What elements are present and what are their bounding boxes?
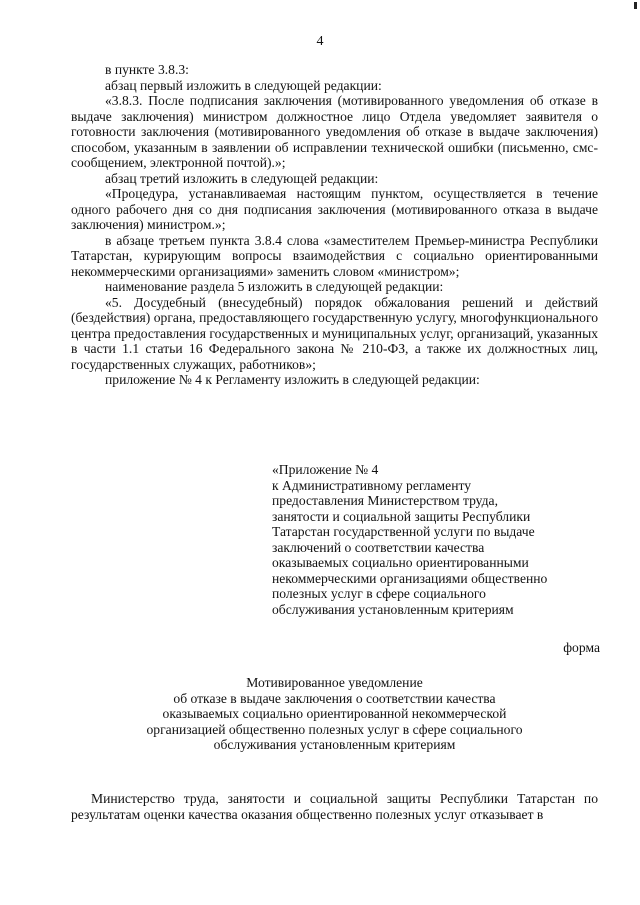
- notice-title: [71, 675, 598, 753]
- appendix-header: [272, 462, 592, 617]
- amendments-text: [71, 62, 598, 388]
- paragraph: наименование раздела 5 изложить в следующей редакции:: [105, 279, 444, 294]
- paragraph: в абзаце третьем пункта 3.8.4 слова «заместителем Премьер-министра Республики Татарстан, курирующим вопросы взаимодействия с социально ориентированными некоммерческими организациями» заменить словом «министром»;: [71, 232, 598, 279]
- scan-corner-mark: [634, 2, 637, 9]
- page-number: 4: [316, 34, 324, 49]
- appendix-line: «Приложение № 4: [272, 462, 379, 477]
- paragraph: абзац третий изложить в следующей редакции:: [105, 170, 379, 186]
- appendix-line: занятости и социальной защиты Республики: [272, 508, 531, 524]
- appendix-line: обслуживания установленным критериям: [272, 601, 514, 617]
- appendix-line: некоммерческими организациями общественно: [272, 570, 548, 586]
- appendix-line: полезных услуг в сфере социального: [272, 586, 486, 601]
- paragraph: в пункте 3.8.3:: [105, 62, 189, 77]
- appendix-line: к Административному регламенту: [272, 477, 472, 493]
- appendix-line: заключений о соответствии качества: [272, 539, 485, 555]
- paragraph: «5. Досудебный (внесудебный) порядок обжалования решений и действий (бездействия) органа, предоставляющего государственную услугу, многофункционального центра предоставления государственных и муниципальных услуг, организаций, указанных в части 1.1 статьи 16 Федерального закона № 210-ФЗ, а также их должностных лиц, государственных служащих, работников»;: [71, 294, 598, 372]
- paragraph: «Процедура, устанавливаемая настоящим пунктом, осуществляется в течение одного рабочего дня со дня подписания заключения (мотивированного отказа в выдаче заключения) министром.»;: [71, 186, 598, 232]
- notice-title-line: Мотивированное уведомление: [246, 675, 423, 690]
- form-label: форма: [563, 640, 600, 655]
- paragraph: «3.8.3. После подписания заключения (мотивированного уведомления об отказе в выдаче заключения) министром должностное лицо Отдела уведомляет заявителя о готовности заключения (мотивированного уведомления об отказе в выдаче заключения) способом, указанным в заявлении об исправлении технической ошибки (письменно, смс-сообщением, электронной почтой).»;: [71, 93, 598, 170]
- notice-title-line: оказываемых социально ориентированной некоммерческой: [162, 706, 507, 721]
- notice-title-line: обслуживания установленным критериям: [213, 737, 456, 752]
- paragraph: приложение № 4 к Регламенту изложить в следующей редакции:: [105, 372, 480, 387]
- appendix-line: оказываемых социально ориентированными: [272, 555, 529, 570]
- notice-title-line: организацией общественно полезных услуг в сфере социального: [146, 721, 523, 737]
- appendix-line: Татарстан государственной услуги по выдаче: [272, 524, 535, 539]
- notice-title-line: об отказе в выдаче заключения о соответствии качества: [173, 690, 496, 706]
- final-paragraph: Министерство труда, занятости и социальной защиты Республики Татарстан по результатам оценки качества оказания общественно полезных услуг отказывает в: [71, 791, 598, 822]
- appendix-line: предоставления Министерством труда,: [272, 493, 498, 508]
- paragraph: абзац первый изложить в следующей редакции:: [105, 77, 382, 93]
